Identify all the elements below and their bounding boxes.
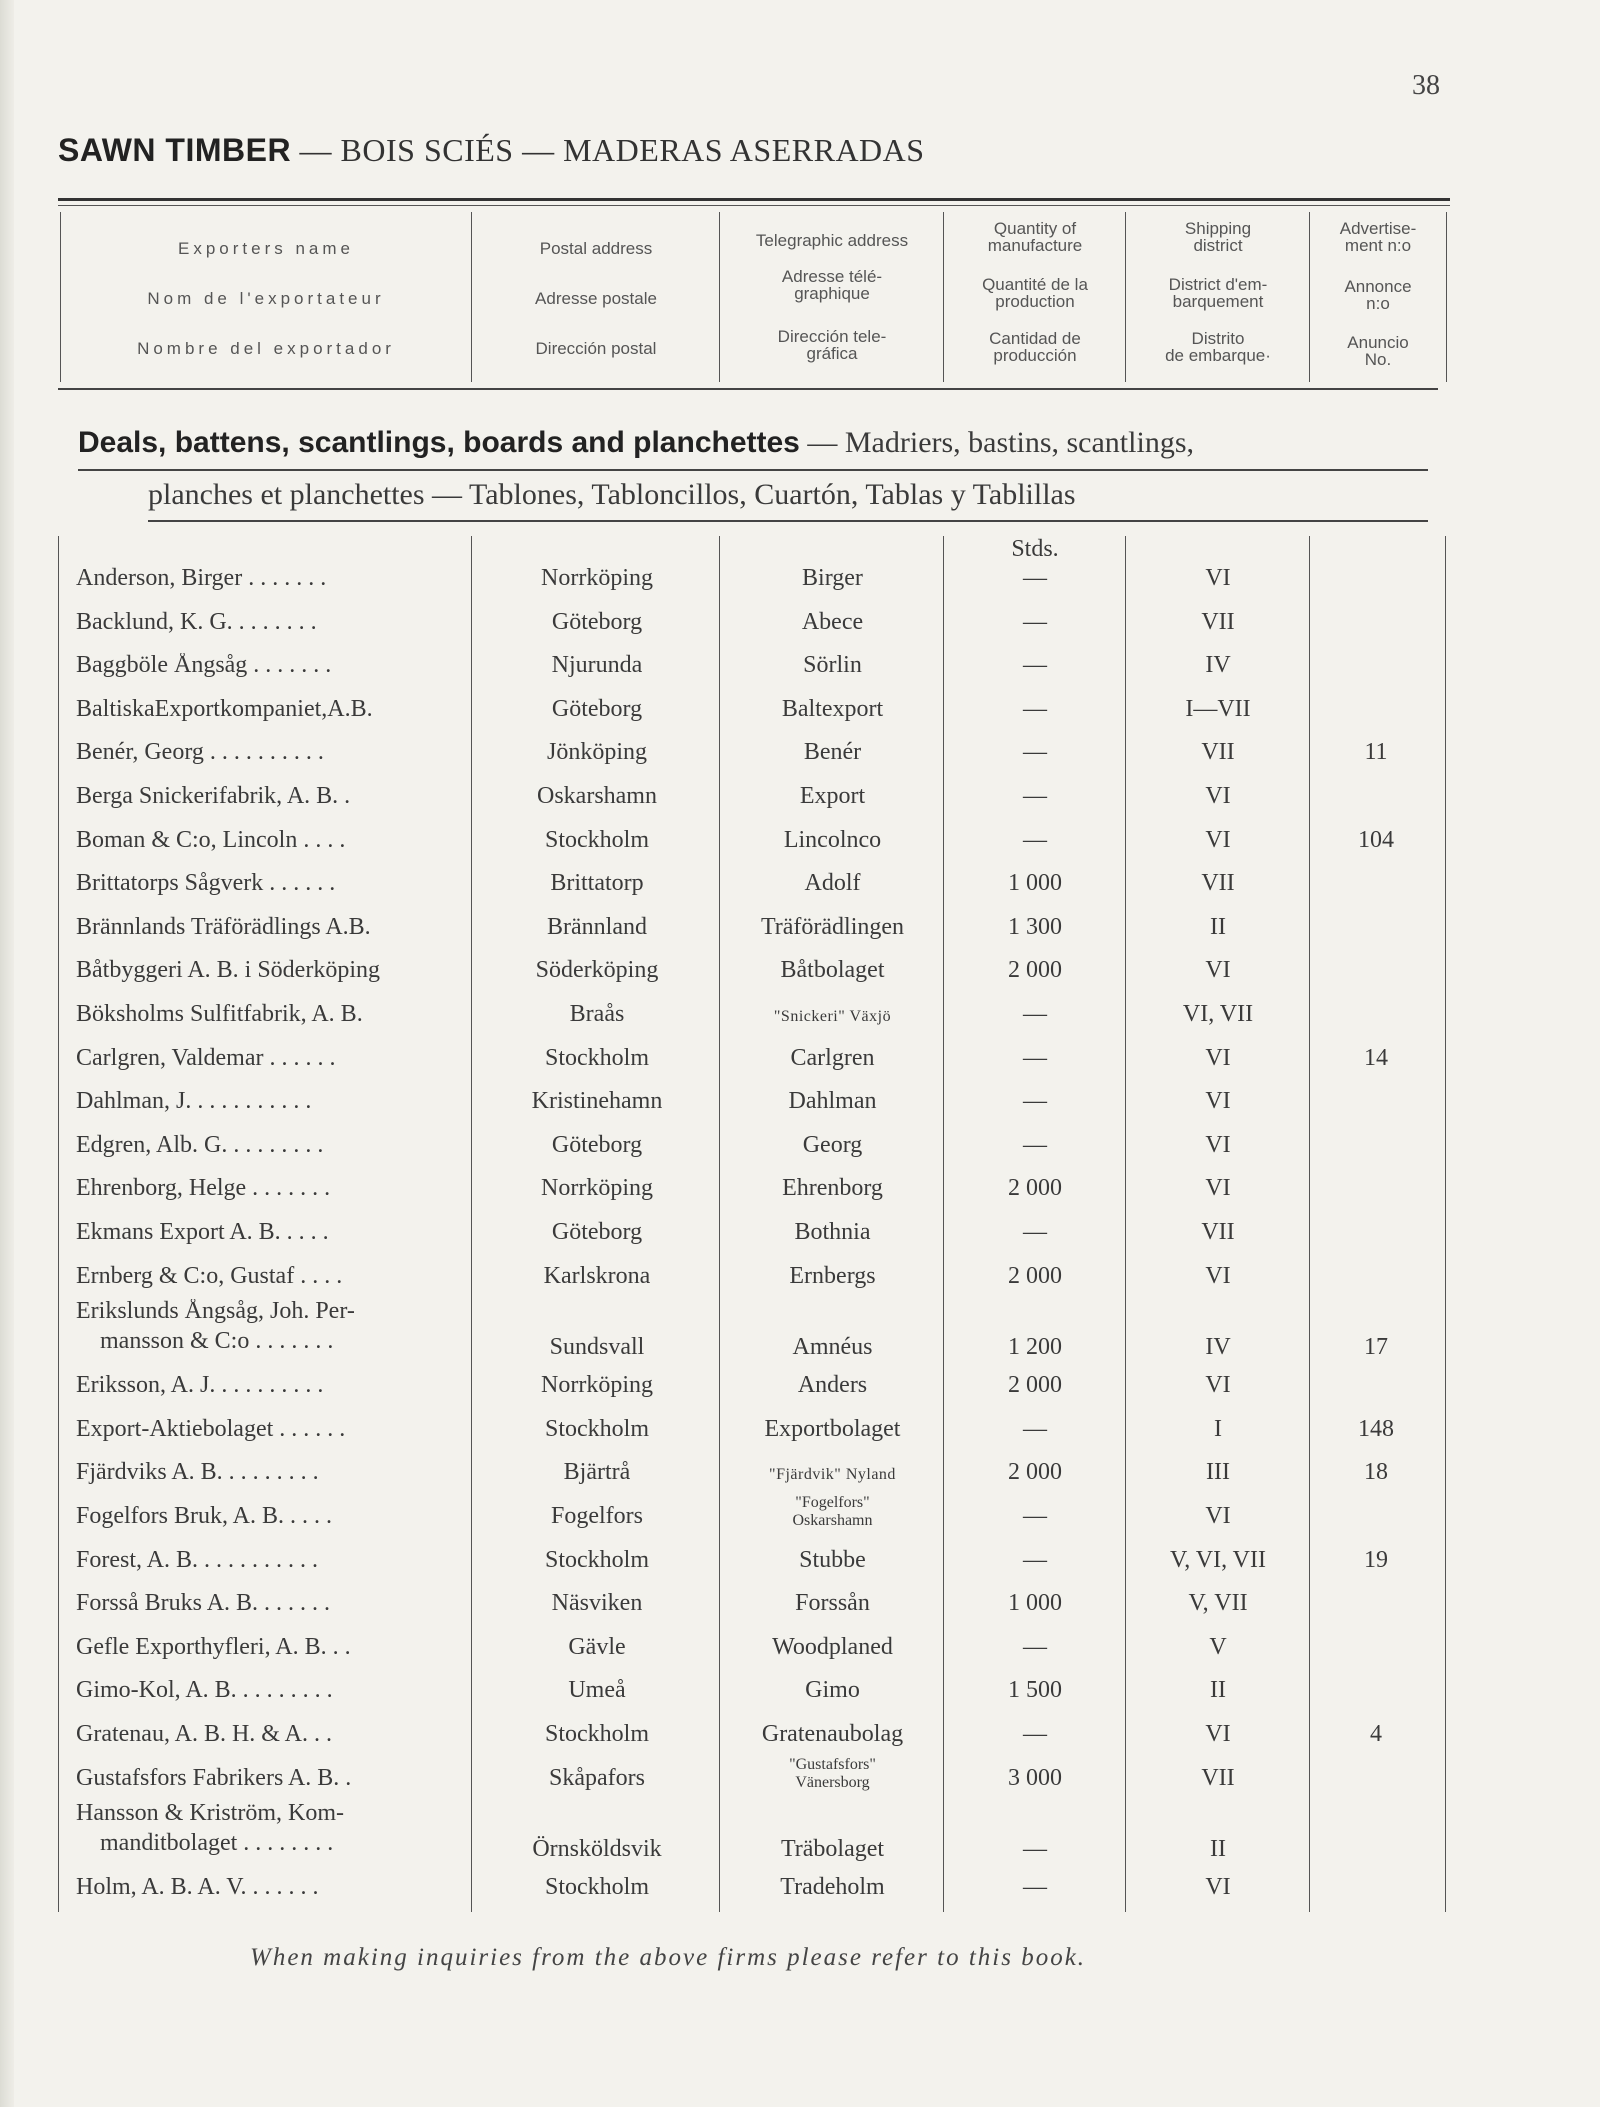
table-row (0, 1299, 1600, 1373)
postal-address: Näsviken (551, 1590, 643, 1617)
shipping-district: V (1209, 1633, 1227, 1660)
telegraphic-address: Georg (802, 1131, 863, 1158)
telegraphic-address: Bothnia (794, 1219, 871, 1245)
postal-address: Örnsköldsvik (532, 1836, 662, 1863)
shipping-district: VI (1205, 1372, 1231, 1399)
advertisement-number: 148 (1358, 1415, 1394, 1442)
quantity: — (1023, 1131, 1047, 1158)
exporter-name: Berga Snickerifabrik, A. B. . (76, 784, 351, 808)
table-row (0, 871, 1600, 915)
shipping-district: VII (1201, 1219, 1235, 1245)
shipping-district: VI (1205, 1721, 1231, 1747)
table-row (0, 958, 1600, 1002)
quantity: — (1023, 652, 1047, 679)
exporter-name: Gimo-Kol, A. B. . . . . . . . . (76, 1678, 333, 1703)
telegraphic-address: Gimo (805, 1677, 860, 1704)
quantity: 2 000 (1008, 1459, 1062, 1486)
table-row (0, 1635, 1600, 1679)
telegraphic-address: Baltexport (781, 695, 884, 722)
shipping-district: VII (1201, 608, 1235, 635)
quantity: — (1023, 1721, 1047, 1747)
postal-address: Braås (569, 1001, 625, 1027)
exporter-name: Fjärdviks A. B. . . . . . . . . (76, 1460, 319, 1485)
exporter-name: Brännlands Träförädlings A.B. (76, 914, 371, 939)
section-heading (78, 426, 1194, 460)
exporter-name: Baggböle Ångsåg . . . . . . . (76, 653, 332, 678)
postal-address: Söderköping (535, 957, 659, 984)
section-heading-line2: planches et planchettes — Tablones, Tabloncillos, Cuartón, Tablas y Tablillas (148, 478, 1076, 511)
advertisement-number: 14 (1364, 1044, 1388, 1071)
page-title (58, 132, 925, 169)
shipping-district: VI (1205, 1088, 1231, 1115)
exporter-name: Benér, Georg . . . . . . . . . . (76, 740, 324, 765)
exporter-name: Hansson & Kriström, Kom- (76, 1801, 344, 1826)
quantity: 1 000 (1008, 1590, 1062, 1617)
exporter-name: Anderson, Birger . . . . . . . (76, 566, 327, 590)
postal-address: Jönköping (546, 739, 647, 766)
quantity: — (1023, 1836, 1047, 1863)
shipping-district: VI (1205, 783, 1231, 809)
advertisement-number: 104 (1358, 826, 1394, 853)
quantity: — (1023, 1088, 1047, 1115)
stds-label: Stds. (1011, 536, 1059, 562)
quantity: — (1023, 1503, 1047, 1529)
table-row (0, 1133, 1600, 1177)
quantity: 1 200 (1008, 1334, 1062, 1361)
header-bottom-rule (58, 388, 1438, 390)
header-exporter-name: Exporters name Nom de l'exportateur Nombre del exportador (60, 212, 471, 382)
table-row (0, 915, 1600, 959)
postal-address: Göteborg (551, 695, 643, 722)
table-row (0, 1494, 1600, 1548)
table-row (0, 1002, 1600, 1046)
exporter-name: Export-Aktiebolaget . . . . . . (76, 1416, 346, 1441)
table-row (0, 697, 1600, 741)
table-row (0, 1373, 1600, 1417)
advertisement-number: 17 (1364, 1334, 1388, 1361)
postal-address: Sundsvall (549, 1334, 645, 1361)
exporter-name: Backlund, K. G. . . . . . . . (76, 609, 317, 634)
table-row (0, 1801, 1600, 1875)
telegraphic-address: Birger (802, 565, 863, 591)
postal-address: Brittatorp (550, 870, 644, 897)
exporter-name: Dahlman, J. . . . . . . . . . . (76, 1089, 312, 1114)
quantity: — (1023, 608, 1047, 635)
telegraphic-address: "Fjärdvik" Nyland (769, 1466, 896, 1484)
exporter-name: Ekmans Export A. B. . . . . (76, 1220, 329, 1244)
postal-address: Kristinehamn (531, 1088, 663, 1115)
shipping-district: III (1206, 1459, 1230, 1486)
telegraphic-address: Adolf (804, 870, 861, 897)
exporter-name-cont: mansson & C:o . . . . . . . (100, 1329, 334, 1354)
shipping-district: IV (1205, 652, 1231, 679)
shipping-district: VI (1205, 565, 1231, 591)
telegraphic-address: Dahlman (788, 1088, 877, 1115)
telegraphic-address: Abece (801, 608, 864, 635)
quantity: — (1023, 1001, 1047, 1027)
telegraphic-address: Benér (803, 739, 862, 766)
quantity: — (1023, 739, 1047, 766)
table-row (0, 828, 1600, 872)
postal-address: Stockholm (544, 1415, 649, 1442)
postal-address: Göteborg (551, 608, 643, 635)
table-row (0, 1220, 1600, 1264)
shipping-district: II (1210, 913, 1226, 940)
title-bold: SAWN TIMBER (58, 132, 292, 168)
exporter-name: Böksholms Sulfitfabrik, A. B. (76, 1002, 363, 1026)
postal-address: Gävle (568, 1633, 626, 1660)
shipping-district: V, VII (1188, 1590, 1248, 1617)
shipping-district: I (1214, 1415, 1222, 1442)
quantity: — (1023, 783, 1047, 809)
quantity: 2 000 (1008, 1262, 1062, 1289)
postal-address: Norrköping (541, 565, 653, 591)
shipping-district: VI, VII (1182, 1001, 1254, 1027)
exporter-name: Fogelfors Bruk, A. B. . . . . (76, 1504, 333, 1528)
quantity: — (1023, 1633, 1047, 1660)
exporter-name: Edgren, Alb. G. . . . . . . . . (76, 1132, 324, 1157)
table-row (0, 784, 1600, 828)
telegraphic-address: Exportbolaget (764, 1415, 901, 1442)
table-row (0, 1875, 1600, 1919)
header-shipping-district: Shipping district District d'em- barquement Distrito de embarque· (1125, 212, 1310, 382)
table-row (0, 1591, 1600, 1635)
telegraphic-address: Amnéus (792, 1334, 873, 1361)
shipping-district: VI (1205, 1262, 1231, 1289)
title-rest: — BOIS SCIÉS — MADERAS ASERRADAS (291, 132, 925, 168)
exporter-name-cont: manditbolaget . . . . . . . . (100, 1831, 334, 1856)
telegraphic-address: "Snickeri" Växjö (773, 1008, 892, 1025)
table-row (0, 1176, 1600, 1220)
header-telegraphic-address: Telegraphic address Adresse télé- graphique Dirección tele- gráfica (719, 212, 944, 382)
exporter-name: Forsså Bruks A. B. . . . . . . (76, 1591, 331, 1616)
quantity: 2 000 (1008, 1175, 1062, 1202)
advertisement-number: 4 (1370, 1721, 1382, 1747)
table-row (0, 1678, 1600, 1722)
shipping-district: VI (1205, 1131, 1231, 1158)
shipping-district: VI (1205, 1044, 1231, 1071)
table-row (0, 1417, 1600, 1461)
table-row (0, 1046, 1600, 1090)
shipping-district: VI (1205, 1874, 1231, 1901)
telegraphic-address: Träförädlingen (760, 913, 905, 940)
postal-address: Norrköping (541, 1372, 653, 1399)
quantity: 3 000 (1008, 1764, 1062, 1791)
advertisement-number: 19 (1364, 1546, 1388, 1573)
telegraphic-address: Forssån (795, 1590, 870, 1617)
postal-address: Norrköping (541, 1175, 653, 1202)
telegraphic-address: Stubbe (799, 1546, 866, 1573)
telegraphic-address: Woodplaned (772, 1633, 893, 1660)
table-row (0, 653, 1600, 697)
postal-address: Stockholm (544, 826, 649, 853)
postal-address: Stockholm (544, 1546, 649, 1573)
quantity: — (1023, 695, 1047, 722)
table-row (0, 610, 1600, 654)
exporter-name: Gratenau, A. B. H. & A. . . (76, 1722, 332, 1746)
table-row (0, 1548, 1600, 1592)
telegraphic-address: Export (799, 783, 866, 809)
quantity: — (1023, 1415, 1047, 1442)
exporter-name: Gustafsfors Fabrikers A. B. . (76, 1765, 352, 1790)
shipping-district: VI (1205, 1503, 1231, 1529)
quantity: 1 300 (1008, 913, 1062, 940)
telegraphic-address: Ernbergs (789, 1262, 876, 1289)
postal-address: Stockholm (544, 1044, 649, 1071)
telegraphic-address: Anders (797, 1372, 868, 1399)
telegraphic-address-cont: Oskarshamn (792, 1512, 873, 1529)
telegraphic-address: Lincolnco (783, 826, 882, 853)
exporter-name: Erikslunds Ångsåg, Joh. Per- (76, 1299, 355, 1324)
quantity: 1 500 (1008, 1677, 1062, 1704)
postal-address: Umeå (568, 1677, 626, 1704)
shipping-district: VI (1205, 1175, 1231, 1202)
telegraphic-address: Ehrenborg (782, 1175, 883, 1202)
page-number: 38 (1412, 70, 1440, 101)
quantity: 2 000 (1008, 957, 1062, 984)
section-underline-2 (148, 520, 1428, 522)
shipping-district: VII (1201, 1764, 1235, 1791)
quantity: — (1023, 1044, 1047, 1071)
shipping-district: V, VI, VII (1169, 1546, 1266, 1573)
telegraphic-address: Gratenaubolag (761, 1721, 904, 1747)
telegraphic-address: Tradeholm (780, 1874, 885, 1901)
section-underline (78, 469, 1428, 471)
telegraphic-address: Båtbolaget (780, 957, 885, 984)
quantity: — (1023, 565, 1047, 591)
section-heading-rest: — Madriers, bastins, scantlings, (799, 426, 1194, 459)
quantity: — (1023, 1219, 1047, 1245)
quantity: — (1023, 826, 1047, 853)
exporter-name: Carlgren, Valdemar . . . . . . (76, 1045, 336, 1070)
postal-address: Karlskrona (543, 1262, 651, 1289)
telegraphic-address: Carlgren (790, 1044, 875, 1071)
advertisement-number: 11 (1364, 739, 1388, 766)
header-quantity: Quantity of manufacture Quantité de la production Cantidad de producción (943, 212, 1126, 382)
quantity: — (1023, 1546, 1047, 1573)
postal-address: Brännland (547, 913, 647, 940)
postal-address: Stockholm (544, 1721, 649, 1747)
table-row (0, 740, 1600, 784)
exporter-name: Brittatorps Sågverk . . . . . . (76, 871, 336, 896)
header-postal-address: Postal address Adresse postale Dirección postal (471, 212, 720, 382)
telegraphic-address-cont: Vänersborg (795, 1773, 870, 1791)
exporter-name: Ernberg & C:o, Gustaf . . . . (76, 1263, 343, 1288)
postal-address: Skåpafors (549, 1764, 645, 1791)
telegraphic-address: Sörlin (803, 652, 862, 679)
exporter-name: Båtbyggeri A. B. i Söderköping (76, 958, 380, 983)
shipping-district: I—VII (1185, 695, 1251, 722)
exporter-name: Boman & C:o, Lincoln . . . . (76, 827, 346, 852)
postal-address: Njurunda (551, 652, 643, 679)
postal-address: Oskarshamn (537, 783, 657, 809)
shipping-district: VI (1205, 957, 1231, 984)
footer-note: When making inquiries from the above firms please refer to this book. (250, 1944, 1087, 1971)
exporter-name: Eriksson, A. J. . . . . . . . . . (76, 1373, 324, 1398)
shipping-district: VII (1201, 870, 1235, 897)
shipping-district: VII (1201, 739, 1235, 766)
section-heading-bold: Deals, battens, scantlings, boards and planchettes (78, 426, 800, 459)
telegraphic-address: "Fogelfors" (795, 1494, 870, 1511)
postal-address: Fogelfors (551, 1503, 643, 1529)
header-advertisement: Advertise- ment n:o Annonce n:o Anuncio No. (1309, 212, 1447, 382)
table-row (0, 566, 1600, 610)
exporter-name: BaltiskaExportkompaniet,A.B. (76, 696, 373, 721)
quantity: — (1023, 1874, 1047, 1901)
exporter-name: Forest, A. B. . . . . . . . . . . (76, 1547, 319, 1572)
telegraphic-address: "Gustafsfors" (789, 1755, 876, 1773)
quantity: 2 000 (1008, 1372, 1062, 1399)
exporter-name: Ehrenborg, Helge . . . . . . . (76, 1176, 331, 1201)
top-rule-thin (58, 205, 1450, 206)
shipping-district: IV (1205, 1334, 1231, 1361)
exporter-name: Holm, A. B. A. V. . . . . . . (76, 1875, 319, 1900)
quantity: 1 000 (1008, 870, 1062, 897)
postal-address: Stockholm (544, 1874, 649, 1901)
shipping-district: II (1210, 1677, 1226, 1704)
advertisement-number: 18 (1364, 1459, 1388, 1486)
postal-address: Bjärtrå (563, 1459, 631, 1486)
exporter-name: Gefle Exporthyfleri, A. B. . . (76, 1634, 351, 1659)
postal-address: Göteborg (551, 1131, 643, 1158)
telegraphic-address: Träbolaget (780, 1836, 885, 1863)
postal-address: Göteborg (551, 1219, 643, 1245)
shipping-district: II (1210, 1836, 1226, 1863)
table-row (0, 1089, 1600, 1133)
shipping-district: VI (1205, 826, 1231, 853)
top-rule (58, 198, 1450, 201)
